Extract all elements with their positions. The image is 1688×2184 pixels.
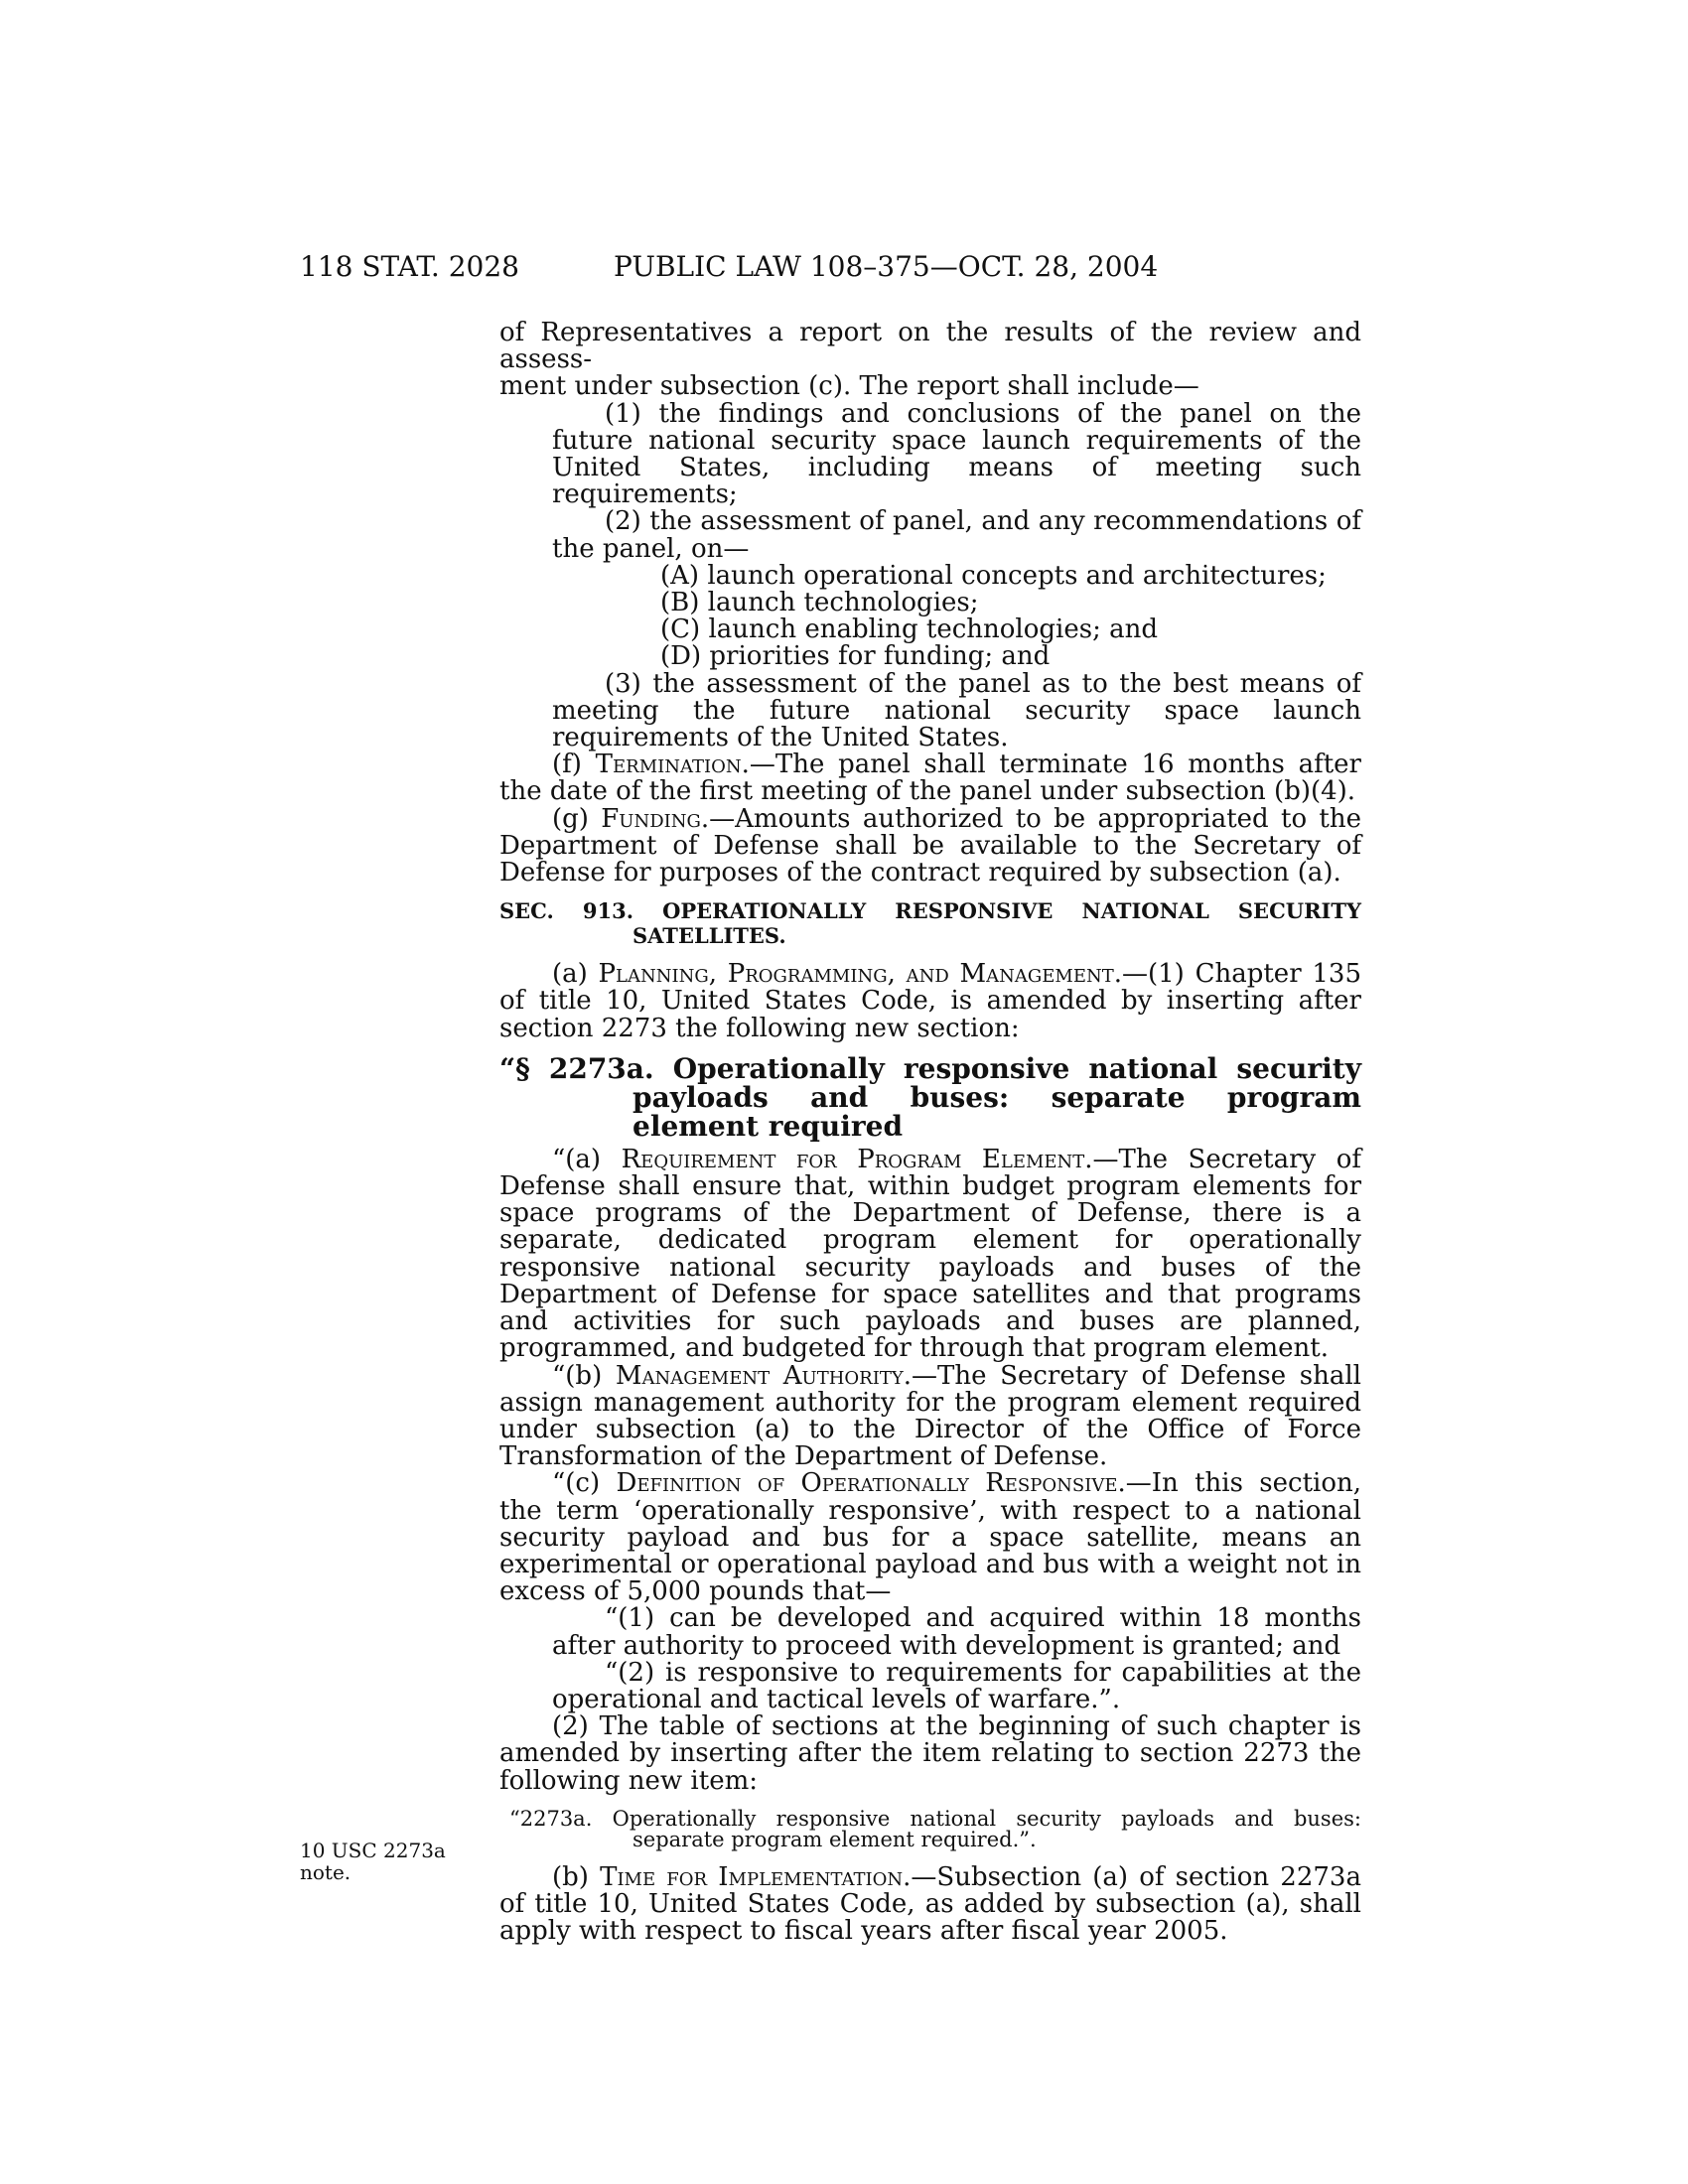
subsection-f-text: .—The panel shall terminate 16 months after the date of the first meeting of the panel under subsection (b)(4). [499, 750, 1361, 807]
paragraph-a-2: (2) The table of sections at the beginning of such chapter is amended by inserting after the item relating to section 2273 the following new item: [499, 1711, 1361, 1796]
subsection-g-caption: Funding [601, 803, 701, 834]
new-section-heading: “§ 2273a. Operationally responsive national security payloads and buses: separate program element required [499, 1051, 1361, 1143]
new-subsection-a-text: .—The Secretary of Defense shall ensure that, within budget program elements for space programs of the Department of Defense, there is a separate, dedicated program element for operationally responsive national security payloads and buses of the Department of Defense for space satellites and that programs and activities for such payloads and buses are planned, programmed, and budgeted for through that program element. [499, 1144, 1361, 1364]
subsection-b-text: .—Subsection (a) of section 2273a of title 10, United States Code, as added by subsection (a), shall apply with respect to fiscal years after fiscal year 2005. [499, 1861, 1361, 1947]
subsection-a-caption: Planning, Programming, and Management [598, 959, 1114, 990]
intro-line-1: of Representatives a report on the results of the review and assess- [499, 318, 1361, 375]
subsection-g [499, 803, 1361, 888]
margin-note [300, 1840, 446, 1883]
subsection-a-text: .—(1) Chapter 135 of title 10, United States Code, is amended by inserting after section 2273 the following new section: [499, 959, 1361, 1043]
new-subsection-b-lead: “(b) [552, 1360, 616, 1391]
subsection-a [499, 961, 1361, 1042]
statute-text [499, 320, 1361, 1945]
subsection-g-lead: (g) [552, 803, 602, 834]
margin-note-line-1: 10 USC 2273a [300, 1839, 446, 1862]
new-subsection-a-caption: Requirement for Program Element [621, 1144, 1085, 1174]
subparagraph-a: (A) launch operational concepts and architectures; [660, 560, 1327, 591]
subsection-b [499, 1861, 1361, 1947]
running-header: PUBLIC LAW 108–375—OCT. 28, 2004 [614, 250, 1159, 283]
new-subsection-a-lead: “(a) [552, 1144, 622, 1174]
paragraph-1: (1) the findings and conclusions of the panel on the future national security space launch requirements of the United States, including means of meeting such requirements; [552, 398, 1361, 510]
page-number-stat: 118 STAT. 2028 [300, 250, 519, 283]
new-subsection-a [499, 1144, 1361, 1364]
subsection-b-caption: Time for Implementation [600, 1861, 904, 1892]
new-paragraph-2: “(2) is responsive to requirements for capabilities at the operational and tactical levels of warfare.”. [552, 1657, 1361, 1714]
paragraph-3: (3) the assessment of the panel as to the best means of meeting the future national security space launch requirements of the United States. [552, 668, 1361, 753]
subsection-a-lead: (a) [552, 959, 599, 990]
subsection-f-caption: Termination [595, 750, 742, 780]
new-paragraph-1: “(1) can be developed and acquired within 18 months after authority to proceed with development is granted; and [552, 1603, 1361, 1661]
new-subsection-c-lead: “(c) [552, 1468, 617, 1499]
subsection-f-lead: (f) [552, 750, 596, 780]
new-subsection-b [499, 1360, 1361, 1472]
table-of-sections-item: “2273a. Operationally responsive national security payloads and buses: separate program element required.”. [509, 1806, 1361, 1851]
new-subsection-b-text: .—The Secretary of Defense shall assign management authority for the program element required under subsection (a) to the Director of the Office of Force Transformation of the Department of Defense. [499, 1360, 1361, 1472]
intro-line-2: ment under subsection (c). The report shall include— [499, 371, 1199, 402]
subsection-b-lead: (b) [552, 1861, 601, 1892]
section-913-heading: SEC. 913. OPERATIONALLY RESPONSIVE NATIONAL SECURITY SATELLITES. [499, 898, 1361, 949]
subparagraph-d: (D) priorities for funding; and [660, 641, 1051, 672]
subsection-g-text: .—Amounts authorized to be appropriated to the Department of Defense shall be available to the Secretary of Defense for purposes of the contract required by subsection (a). [499, 803, 1361, 888]
new-subsection-c-text: .—In this section, the term ‘operationally responsive’, with respect to a national security payload and bus for a space satellite, means an experimental or operational payload and bus with a weight not in excess of 5,000 pounds that— [499, 1468, 1361, 1607]
new-subsection-b-caption: Management Authority [615, 1360, 904, 1391]
margin-note-line-2: note. [300, 1860, 352, 1884]
new-subsection-c [499, 1470, 1361, 1605]
subparagraph-b: (B) launch technologies; [660, 588, 979, 618]
new-subsection-c-caption: Definition of Operationally Responsive [616, 1468, 1118, 1499]
subsection-f [499, 751, 1361, 805]
paragraph-2: (2) the assessment of panel, and any recommendations of the panel, on— [552, 506, 1361, 564]
subparagraph-c: (C) launch enabling technologies; and [660, 614, 1158, 645]
